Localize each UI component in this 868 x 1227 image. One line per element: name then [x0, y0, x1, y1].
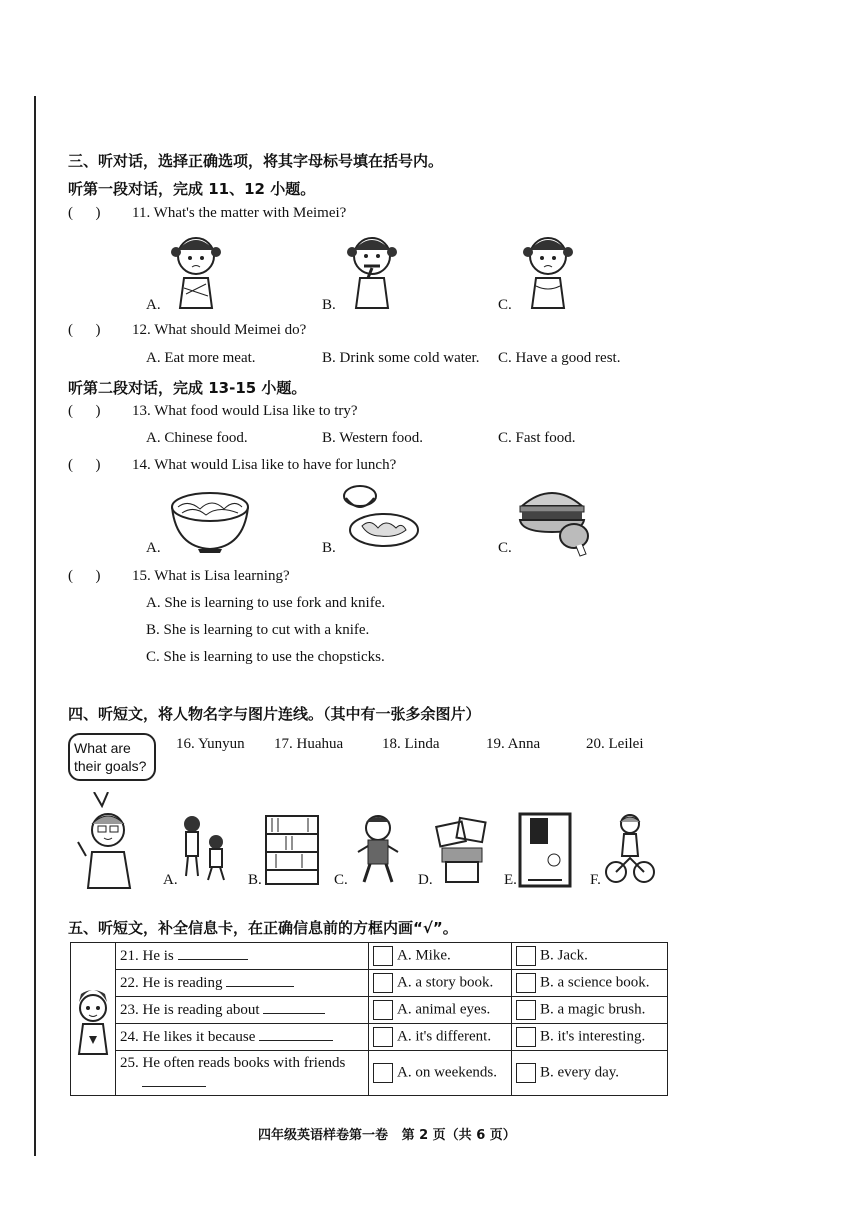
answer-paren-12[interactable]: ( ) [68, 322, 101, 338]
section3-title: 三、听对话，选择正确选项，将其字母标号填在括号内。 [68, 152, 444, 170]
q23-cell [116, 997, 369, 1024]
q22-b-cell[interactable] [512, 970, 668, 997]
kids-helping-image [176, 812, 232, 886]
answer-paren-11[interactable]: ( ) [68, 205, 101, 221]
q14-opt-c[interactable]: C. [498, 540, 512, 556]
bookshelf-image [262, 812, 322, 888]
q12-text: 12. What should Meimei do? [132, 322, 307, 338]
bubble-line-2: their goals? [74, 758, 147, 774]
info-card-table [70, 942, 668, 1096]
q21-label: 21. He is [120, 947, 174, 964]
q12-opt-a[interactable]: A. Eat more meat. [146, 350, 256, 366]
q15-text: 15. What is Lisa learning? [132, 568, 290, 584]
q13-opt-a[interactable]: A. Chinese food. [146, 430, 248, 446]
q11-opt-a[interactable]: A. [146, 297, 161, 313]
girl-sore-throat-image [342, 230, 402, 310]
pic-letter-a[interactable]: A. [163, 872, 178, 888]
q24-a-checkbox[interactable] [373, 1027, 393, 1047]
answer-paren-14[interactable]: ( ) [68, 457, 101, 473]
page-footer: 四年级英语样卷第一卷 第 2 页（共 6 页） [258, 1128, 516, 1143]
pic-letter-f[interactable]: F. [590, 872, 601, 888]
q25-b-cell[interactable] [512, 1051, 668, 1096]
q23-a-label: A. animal eyes. [397, 1001, 491, 1018]
q22-a-cell[interactable] [369, 970, 512, 997]
q25-blank[interactable] [142, 1086, 206, 1087]
name-20[interactable]: 20. Leilei [586, 736, 644, 752]
q13-text: 13. What food would Lisa like to try? [132, 403, 358, 419]
q23-a-checkbox[interactable] [373, 1000, 393, 1020]
girl-injured-arm-image [166, 230, 226, 310]
q24-b-cell[interactable] [512, 1024, 668, 1051]
q21-a-checkbox[interactable] [373, 946, 393, 966]
pic-letter-c[interactable]: C. [334, 872, 348, 888]
q22-label: 22. He is reading [120, 974, 223, 991]
q22-cell [116, 970, 369, 997]
q14-opt-a[interactable]: A. [146, 540, 161, 556]
q22-b-label: B. a science book. [540, 974, 650, 991]
q23-b-checkbox[interactable] [516, 1000, 536, 1020]
q25-a-cell[interactable] [369, 1051, 512, 1096]
name-16[interactable]: 16. Yunyun [176, 736, 245, 752]
q24-cell [116, 1024, 369, 1051]
q25-b-label: B. every day. [540, 1064, 619, 1081]
q14-opt-b[interactable]: B. [322, 540, 336, 556]
table-row [71, 943, 668, 970]
girl-cycling-image [604, 812, 656, 888]
boy-avatar [71, 964, 115, 1074]
q22-b-checkbox[interactable] [516, 973, 536, 993]
q25-a-label: A. on weekends. [397, 1064, 497, 1081]
boy-kungfu-image [354, 812, 404, 888]
q21-cell [116, 943, 369, 970]
answer-paren-15[interactable]: ( ) [68, 568, 101, 584]
q12-opt-c[interactable]: C. Have a good rest. [498, 350, 621, 366]
q14-text: 14. What would Lisa like to have for lunch? [132, 457, 397, 473]
q21-blank[interactable] [178, 959, 248, 960]
section4-title: 四、听短文，将人物名字与图片连线。（其中有一张多余图片） [68, 705, 481, 723]
q25-cell [116, 1051, 369, 1096]
q24-label: 24. He likes it because [120, 1028, 256, 1045]
table-row [71, 970, 668, 997]
q15-opt-c[interactable]: C. She is learning to use the chopsticks. [146, 649, 385, 665]
q11-text: 11. What's the matter with Meimei? [132, 205, 347, 221]
dialog1-instruction: 听第一段对话，完成 11、12 小题。 [68, 180, 316, 198]
q13-opt-b[interactable]: B. Western food. [322, 430, 424, 446]
answer-paren-13[interactable]: ( ) [68, 403, 101, 419]
q25-a-checkbox[interactable] [373, 1063, 393, 1083]
q21-a-label: A. Mike. [397, 947, 451, 964]
q23-label: 23. He is reading about [120, 1001, 260, 1018]
margin-line [34, 96, 36, 1156]
table-row [71, 997, 668, 1024]
q21-b-cell[interactable] [512, 943, 668, 970]
q24-a-cell[interactable] [369, 1024, 512, 1051]
pic-letter-e[interactable]: E. [504, 872, 517, 888]
q23-blank[interactable] [263, 1013, 325, 1014]
rice-and-dish-image [340, 482, 420, 554]
q22-blank[interactable] [226, 986, 294, 987]
q25-label: 25. He often reads books with friends [120, 1055, 346, 1071]
q11-opt-b[interactable]: B. [322, 297, 336, 313]
dialog2-instruction: 听第二段对话，完成 13-15 小题。 [68, 379, 307, 397]
boy-avatar-cell [71, 943, 116, 1096]
q22-a-checkbox[interactable] [373, 973, 393, 993]
q24-b-checkbox[interactable] [516, 1027, 536, 1047]
girl-stomachache-image [518, 230, 578, 310]
teacher-image [74, 806, 144, 890]
stack-of-books-image [432, 814, 492, 886]
book-cover-image [516, 810, 574, 890]
name-18[interactable]: 18. Linda [382, 736, 440, 752]
q23-b-cell[interactable] [512, 997, 668, 1024]
pic-letter-b[interactable]: B. [248, 872, 262, 888]
speech-bubble [68, 733, 156, 781]
noodle-bowl-image [168, 485, 252, 555]
q21-b-checkbox[interactable] [516, 946, 536, 966]
section5-title: 五、听短文，补全信息卡，在正确信息前的方框内画“√”。 [68, 919, 458, 937]
q11-opt-c[interactable]: C. [498, 297, 512, 313]
q15-opt-a[interactable]: A. She is learning to use fork and knife. [146, 595, 386, 611]
q22-a-label: A. a story book. [397, 974, 494, 991]
q24-a-label: A. it's different. [397, 1028, 492, 1045]
q23-a-cell[interactable] [369, 997, 512, 1024]
name-19[interactable]: 19. Anna [486, 736, 541, 752]
table-row [71, 1024, 668, 1051]
q13-opt-c[interactable]: C. Fast food. [498, 430, 576, 446]
q12-opt-b[interactable]: B. Drink some cold water. [322, 350, 480, 366]
q24-blank[interactable] [259, 1040, 333, 1041]
q21-a-cell[interactable] [369, 943, 512, 970]
q23-b-label: B. a magic brush. [540, 1001, 646, 1018]
q25-b-checkbox[interactable] [516, 1063, 536, 1083]
pic-letter-d[interactable]: D. [418, 872, 433, 888]
burger-and-chicken-image [516, 484, 596, 558]
q24-b-label: B. it's interesting. [540, 1028, 646, 1045]
name-17[interactable]: 17. Huahua [274, 736, 344, 752]
q15-opt-b[interactable]: B. She is learning to cut with a knife. [146, 622, 370, 638]
table-row [71, 1051, 668, 1096]
q21-b-label: B. Jack. [540, 947, 588, 964]
bubble-line-1: What are [74, 740, 131, 756]
